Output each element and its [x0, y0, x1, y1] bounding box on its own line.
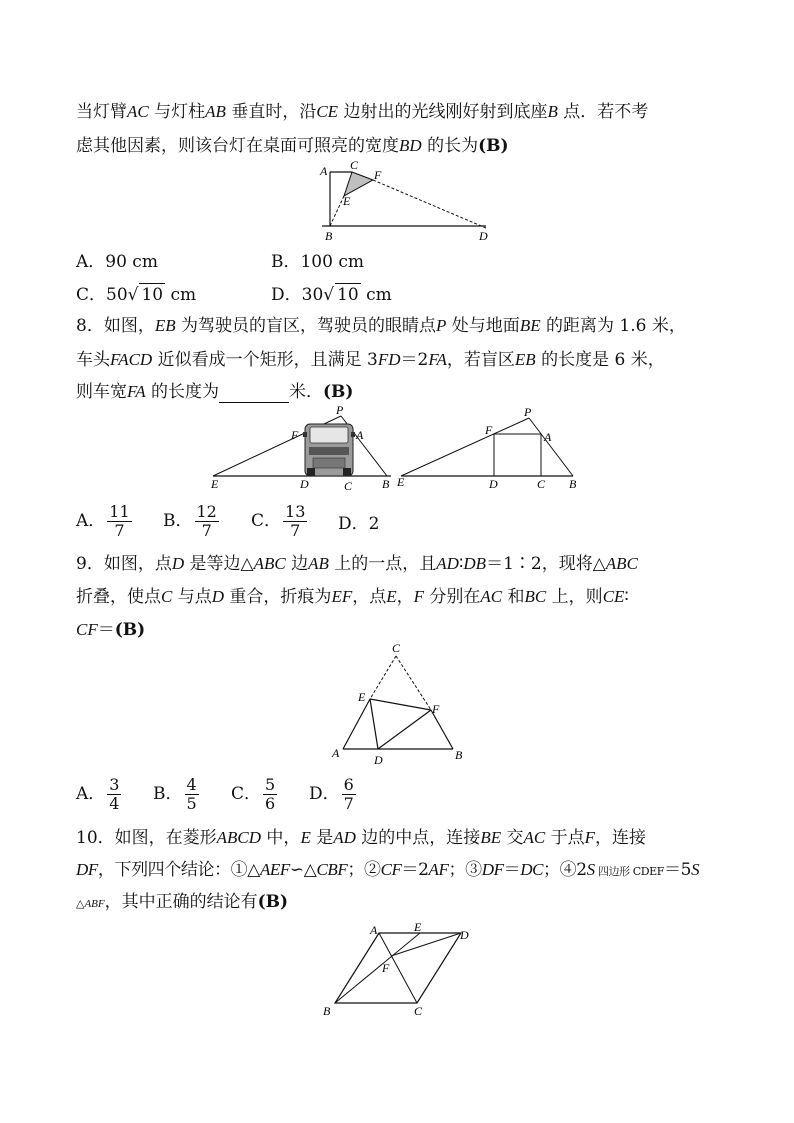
q8-fig1-label-B: B: [382, 477, 390, 491]
q10-label-B: B: [323, 1004, 331, 1018]
q8-geometry-figure: [393, 404, 593, 494]
q9-stem-line1: 9．如图，点D 是等边△ABC 边AB 上的一点，且AD∶DB＝1∶2，现将△ABC: [76, 554, 638, 574]
q7-answer: (B): [478, 136, 509, 156]
q10-rhombus-figure: [318, 920, 478, 1020]
q10-label-E: E: [414, 920, 422, 934]
q8-option-a: A． $\frac{11}{7}$: [76, 502, 130, 540]
q9-option-a: A． $\frac{3}{4}$: [76, 775, 120, 813]
q8-fig1-label-F: F: [291, 428, 299, 442]
q9-stem-line2: 折叠，使点C 与点D 重合，折痕为EF，点E，F 分别在AC 和BC 上，则CE∶: [76, 587, 629, 607]
q8-fig2-label-B: B: [569, 477, 577, 491]
q10-stem-line1: 10．如图，在菱形ABCD 中，E 是AD 边的中点，连接BE 交AC 于点F，连接: [76, 828, 647, 848]
q8-car-figure: [205, 402, 395, 494]
q7-label-C: C: [350, 158, 359, 172]
q8-stem-line2: 车头FACD 近似看成一个矩形，且满足 3FD＝2FA，若盲区EB 的长度是 6 米，: [76, 350, 665, 370]
q9-label-E: E: [358, 690, 366, 704]
q8-option-d: D．2: [338, 514, 380, 534]
q8-fig2-label-D: D: [489, 477, 498, 491]
q7-option-c: C．50√ 10 cm: [76, 285, 197, 305]
q8-fig1-label-E: E: [211, 477, 219, 491]
q8-option-c: C． $\frac{13}{7}$: [251, 502, 306, 540]
q7-option-d: D．30√ 10 cm: [271, 285, 392, 305]
q9-label-A: A: [332, 746, 340, 760]
q7-label-A: A: [320, 164, 328, 178]
q8-fig2-label-F: F: [485, 423, 493, 437]
q7-label-B: B: [325, 229, 333, 243]
q9-label-C: C: [392, 641, 401, 655]
q10-label-F: F: [382, 961, 390, 975]
q10-label-A: A: [370, 923, 378, 937]
answer-blank: [219, 384, 289, 403]
q8-fig1-label-C: C: [344, 479, 353, 493]
q9-stem-line3: CF＝(B): [76, 620, 146, 640]
q9-label-D: D: [374, 753, 383, 767]
q9-triangle-figure: [325, 638, 475, 770]
q7-option-a: A．90 cm: [76, 252, 158, 272]
q8-fig1-label-P: P: [336, 403, 344, 417]
q9-option-c: C． $\frac{5}{6}$: [231, 775, 276, 813]
q8-stem-line1: 8．如图，EB 为驾驶员的盲区，驾驶员的眼睛点P 处与地面BE 的距离为 1.6 米，: [76, 316, 686, 336]
q8-fig2-label-P: P: [524, 405, 532, 419]
q10-label-C: C: [414, 1004, 423, 1018]
q9-label-B: B: [455, 748, 463, 762]
q8-fig1-label-A: A: [356, 428, 364, 442]
q7-label-E: E: [343, 194, 351, 208]
q10-answer: (B): [257, 892, 289, 912]
q8-fig2-label-C: C: [537, 477, 546, 491]
q9-label-F: F: [432, 702, 440, 716]
q10-stem-line3: △ABF，其中正确的结论有(B): [76, 892, 289, 912]
q8-fig2-label-A: A: [544, 430, 552, 444]
q10-label-D: D: [460, 928, 469, 942]
q7-option-b: B．100 cm: [271, 252, 364, 272]
q8-stem-line3: 则车宽FA 的长度为 米．(B): [76, 382, 354, 402]
q8-answer: (B): [322, 382, 354, 402]
q7-stem-line1: 当灯臂AC 与灯柱AB 垂直时，沿CE 边射出的光线刚好射到底座B 点．若不考: [76, 102, 649, 122]
q7-lamp-figure: [310, 158, 510, 246]
q9-answer: (B): [114, 620, 146, 640]
q7-stem-line2: 虑其他因素，则该台灯在桌面可照亮的宽度BD 的长为(B): [76, 136, 509, 156]
q8-fig1-label-D: D: [300, 477, 309, 491]
q7-label-F: F: [374, 168, 382, 182]
q9-option-d: D． $\frac{6}{7}$: [309, 775, 354, 813]
q8-option-b: B． $\frac{12}{7}$: [163, 502, 217, 540]
q9-option-b: B． $\frac{4}{5}$: [153, 775, 197, 813]
q7-label-D: D: [479, 229, 488, 243]
q8-fig2-label-E: E: [397, 475, 405, 489]
q10-stem-line2: DF，下列四个结论：①△AEF∽△CBF；②CF＝2AF；③DF＝DC；④2S 四边形 CDEF＝5S: [76, 860, 700, 880]
